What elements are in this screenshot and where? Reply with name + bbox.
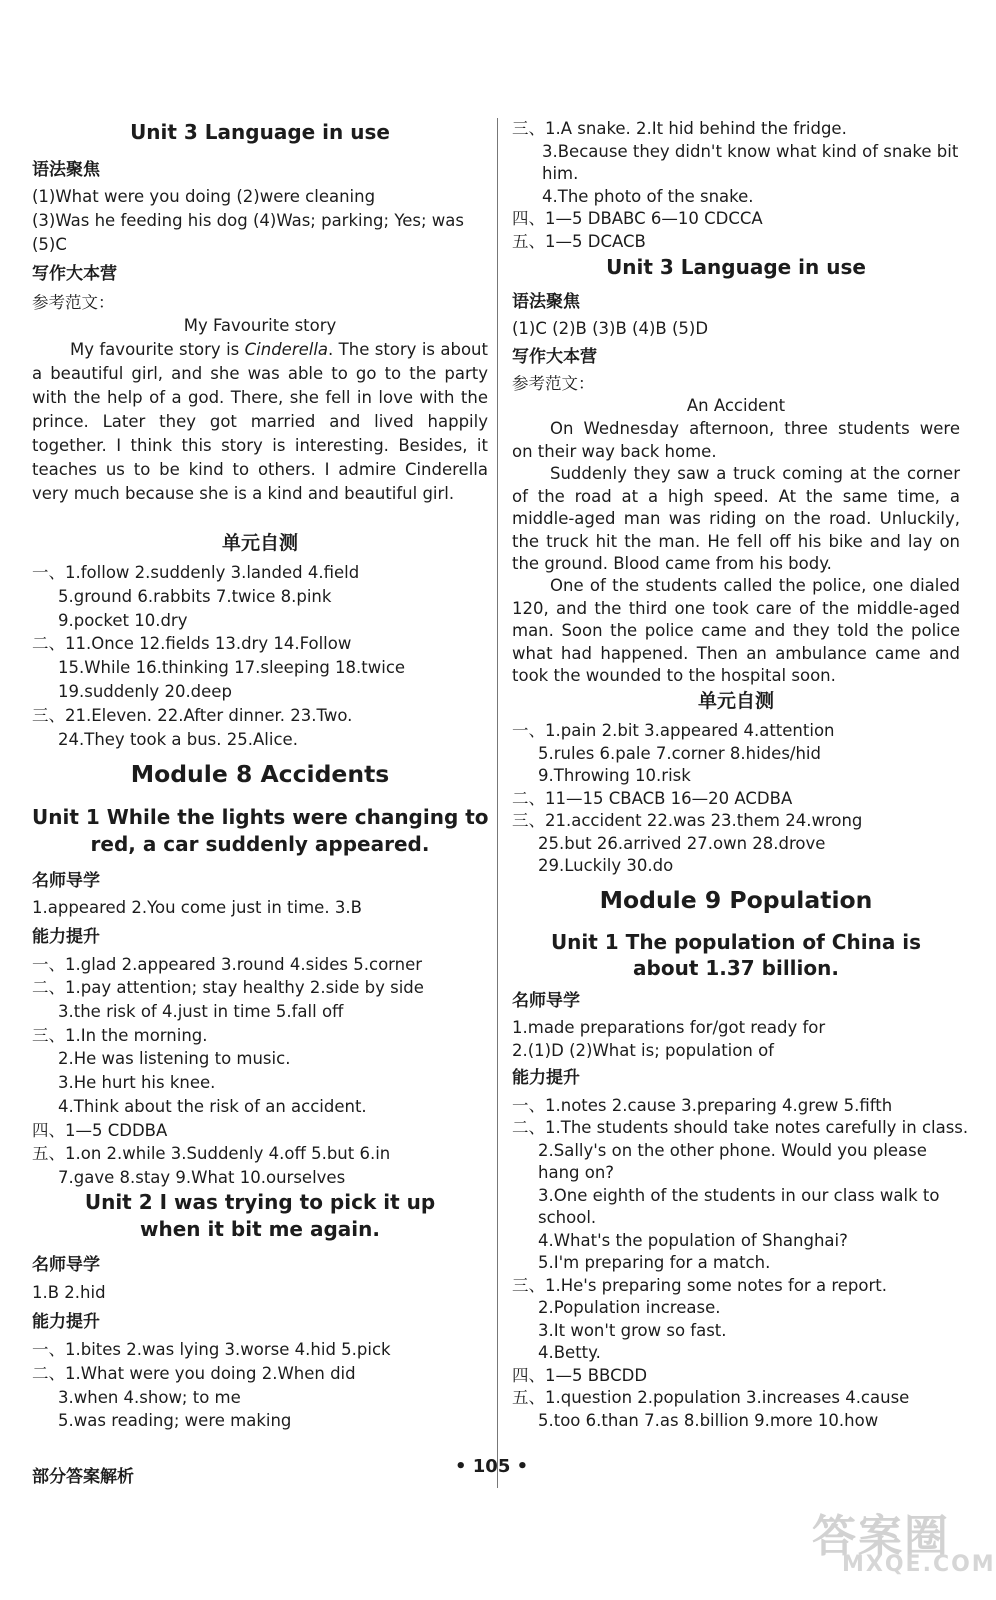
grammar-line: (1)What were you doing (2)were cleaning <box>32 187 376 206</box>
sample-label: 参考范文： <box>32 293 115 312</box>
selftest-line: 9.pocket 10.dry <box>58 611 188 630</box>
answer-line: him. <box>542 164 579 183</box>
ability-line: 一、1.bites 2.was lying 3.worse 4.hid 5.pick <box>32 1340 391 1359</box>
ability-line: 2.He was listening to music. <box>58 1049 291 1068</box>
ability-label: 能力提升 <box>512 1068 580 1088</box>
selftest-line: 5.ground 6.rabbits 7.twice 8.pink <box>58 587 332 606</box>
ability-label: 能力提升 <box>32 1312 100 1332</box>
essay-paragraph: On Wednesday afternoon, three students were on their way back home. <box>512 419 960 461</box>
ability-line: 二、1.What were you doing 2.When did <box>32 1364 356 1383</box>
page-number: • 105 • <box>455 1456 529 1477</box>
guide-label: 名师导学 <box>512 991 580 1011</box>
m8-unit1-title: red, a car suddenly appeared. <box>90 832 430 856</box>
m8-unit2-title: when it bit me again. <box>140 1217 380 1241</box>
footer-section-label: 部分答案解析 <box>32 1467 134 1487</box>
answer-line: 四、1—5 DBABC 6—10 CDCCA <box>512 209 763 228</box>
essay-title: My Favourite story <box>183 316 337 335</box>
m8-unit2-title: Unit 2 I was trying to pick it up <box>84 1190 436 1214</box>
ability-line: 三、1.He's preparing some notes for a report. <box>512 1276 887 1295</box>
essay-text-part: . The story is about a beautiful girl, and she was able to go to the party with the help of a god. There, she fell in love with the prince. Later they got married and lived happily together. I think this story is interesting. Besides, it teaches us to be kind to others. I admire Cinderella very much because she is a kind and beautiful girl. <box>32 340 488 503</box>
ability-line: school. <box>538 1208 597 1227</box>
ability-line: 三、1.In the morning. <box>32 1026 208 1045</box>
selftest-line: 三、21.accident 22.was 23.them 24.wrong <box>512 811 863 830</box>
selftest-line: 25.but 26.arrived 27.own 28.drove <box>538 834 826 853</box>
ability-line: 四、1—5 CDDBA <box>32 1121 168 1140</box>
essay-text-part: My favourite story is <box>70 340 245 359</box>
essay-paragraph <box>32 338 488 506</box>
ability-line: 3.when 4.show; to me <box>58 1388 241 1407</box>
selftest-line: 24.They took a bus. 25.Alice. <box>58 730 298 749</box>
watermark-logo: 答案圈 <box>812 1511 950 1562</box>
unit3-title: Unit 3 Language in use <box>130 120 390 144</box>
guide-line: 2.(1)D (2)What is; population of <box>512 1041 774 1060</box>
guide-line: 1.made preparations for/got ready for <box>512 1018 826 1037</box>
guide-line: 1.appeared 2.You come just in time. 3.B <box>32 898 362 917</box>
essay-title: An Accident <box>686 396 786 415</box>
m9-unit1-title: Unit 1 The population of China is <box>550 930 922 954</box>
selftest-line: 9.Throwing 10.risk <box>538 766 691 785</box>
guide-label: 名师导学 <box>32 1255 100 1275</box>
ability-line: 2.Sally's on the other phone. Would you please <box>538 1141 927 1160</box>
guide-line: 1.B 2.hid <box>32 1283 106 1302</box>
writing-label: 写作大本营 <box>32 264 117 284</box>
ability-line: hang on? <box>538 1163 615 1182</box>
selftest-line: 19.suddenly 20.deep <box>58 682 232 701</box>
answer-line: 三、1.A snake. 2.It hid behind the fridge. <box>512 119 847 138</box>
answer-line: 五、1—5 DCACB <box>512 232 646 251</box>
guide-label: 名师导学 <box>32 871 100 891</box>
answer-line: 4.The photo of the snake. <box>542 187 754 206</box>
ability-line: 5.was reading; were making <box>58 1411 292 1430</box>
column-divider <box>497 118 498 1488</box>
ability-line: 4.What's the population of Shanghai? <box>538 1231 848 1250</box>
ability-line: 4.Betty. <box>538 1343 601 1362</box>
ability-line: 2.Population increase. <box>538 1298 721 1317</box>
grammar-line: (5)C <box>32 235 67 254</box>
m8-unit1-title: Unit 1 While the lights were changing to <box>32 805 489 829</box>
ability-line: 3.He hurt his knee. <box>58 1073 216 1092</box>
selftest-title: 单元自测 <box>221 532 298 554</box>
ability-line: 5.too 6.than 7.as 8.billion 9.more 10.how <box>538 1411 879 1430</box>
selftest-line: 三、21.Eleven. 22.After dinner. 23.Two. <box>32 706 353 725</box>
ability-line: 5.I'm preparing for a match. <box>538 1253 771 1272</box>
sample-label: 参考范文： <box>512 374 595 393</box>
selftest-line: 一、1.follow 2.suddenly 3.landed 4.field <box>32 563 360 582</box>
ability-line: 一、1.notes 2.cause 3.preparing 4.grew 5.fifth <box>512 1096 893 1115</box>
ability-line: 7.gave 8.stay 9.What 10.ourselves <box>58 1168 346 1187</box>
ability-line: 二、1.pay attention; stay healthy 2.side by side <box>32 978 424 997</box>
ability-line: 3.the risk of 4.just in time 5.fall off <box>58 1002 344 1021</box>
grammar-label: 语法聚焦 <box>32 160 100 180</box>
watermark-url: MXQE.COM <box>842 1552 996 1577</box>
ability-line: 四、1—5 BBCDD <box>512 1366 648 1385</box>
module8-title: Module 8 Accidents <box>130 760 390 788</box>
ability-line: 3.It won't grow so fast. <box>538 1321 727 1340</box>
ability-line: 五、1.question 2.population 3.increases 4.cause <box>512 1388 910 1407</box>
selftest-line: 一、1.pain 2.bit 3.appeared 4.attention <box>512 721 835 740</box>
ability-line: 二、1.The students should take notes carefully in class. <box>512 1118 969 1137</box>
grammar-line: (1)C (2)B (3)B (4)B (5)D <box>512 319 709 338</box>
selftest-line: 5.rules 6.pale 7.corner 8.hides/hid <box>538 744 821 763</box>
ability-line: 五、1.on 2.while 3.Suddenly 4.off 5.but 6.in <box>32 1144 391 1163</box>
selftest-line: 15.While 16.thinking 17.sleeping 18.twice <box>58 658 406 677</box>
ability-line: 4.Think about the risk of an accident. <box>58 1097 367 1116</box>
ability-label: 能力提升 <box>32 927 100 947</box>
ability-line: 一、1.glad 2.appeared 3.round 4.sides 5.corner <box>32 955 423 974</box>
m9-unit1-title: about 1.37 billion. <box>633 956 839 980</box>
grammar-line: (3)Was he feeding his dog (4)Was; parking; Yes; was <box>32 211 464 230</box>
essay-paragraph: One of the students called the police, one dialed 120, and the third one took care of the middle-aged man. Soon the police came and they told the police what had happened. Then an ambulance came and took the wounded to the hospital soon. <box>512 576 960 685</box>
unit3-title: Unit 3 Language in use <box>606 255 866 279</box>
module9-title: Module 9 Population <box>599 886 873 914</box>
ability-line: 3.One eighth of the students in our class walk to <box>538 1186 940 1205</box>
essay-paragraph: Suddenly they saw a truck coming at the corner of the road at a high speed. At the same time, a middle-aged man was riding on the road. Unluckily, the truck hit the man. He fell off his bike and lay on the ground. Blood came from his body. <box>512 464 960 573</box>
selftest-line: 二、11—15 CBACB 16—20 ACDBA <box>512 789 793 808</box>
selftest-title: 单元自测 <box>697 690 774 712</box>
answer-line: 3.Because they didn't know what kind of snake bit <box>542 142 959 161</box>
writing-label: 写作大本营 <box>512 347 597 367</box>
selftest-line: 29.Luckily 30.do <box>538 856 674 875</box>
essay-italic-title: Cinderella <box>244 340 329 359</box>
selftest-line: 二、11.Once 12.fields 13.dry 14.Follow <box>32 634 352 653</box>
grammar-label: 语法聚焦 <box>512 292 580 312</box>
